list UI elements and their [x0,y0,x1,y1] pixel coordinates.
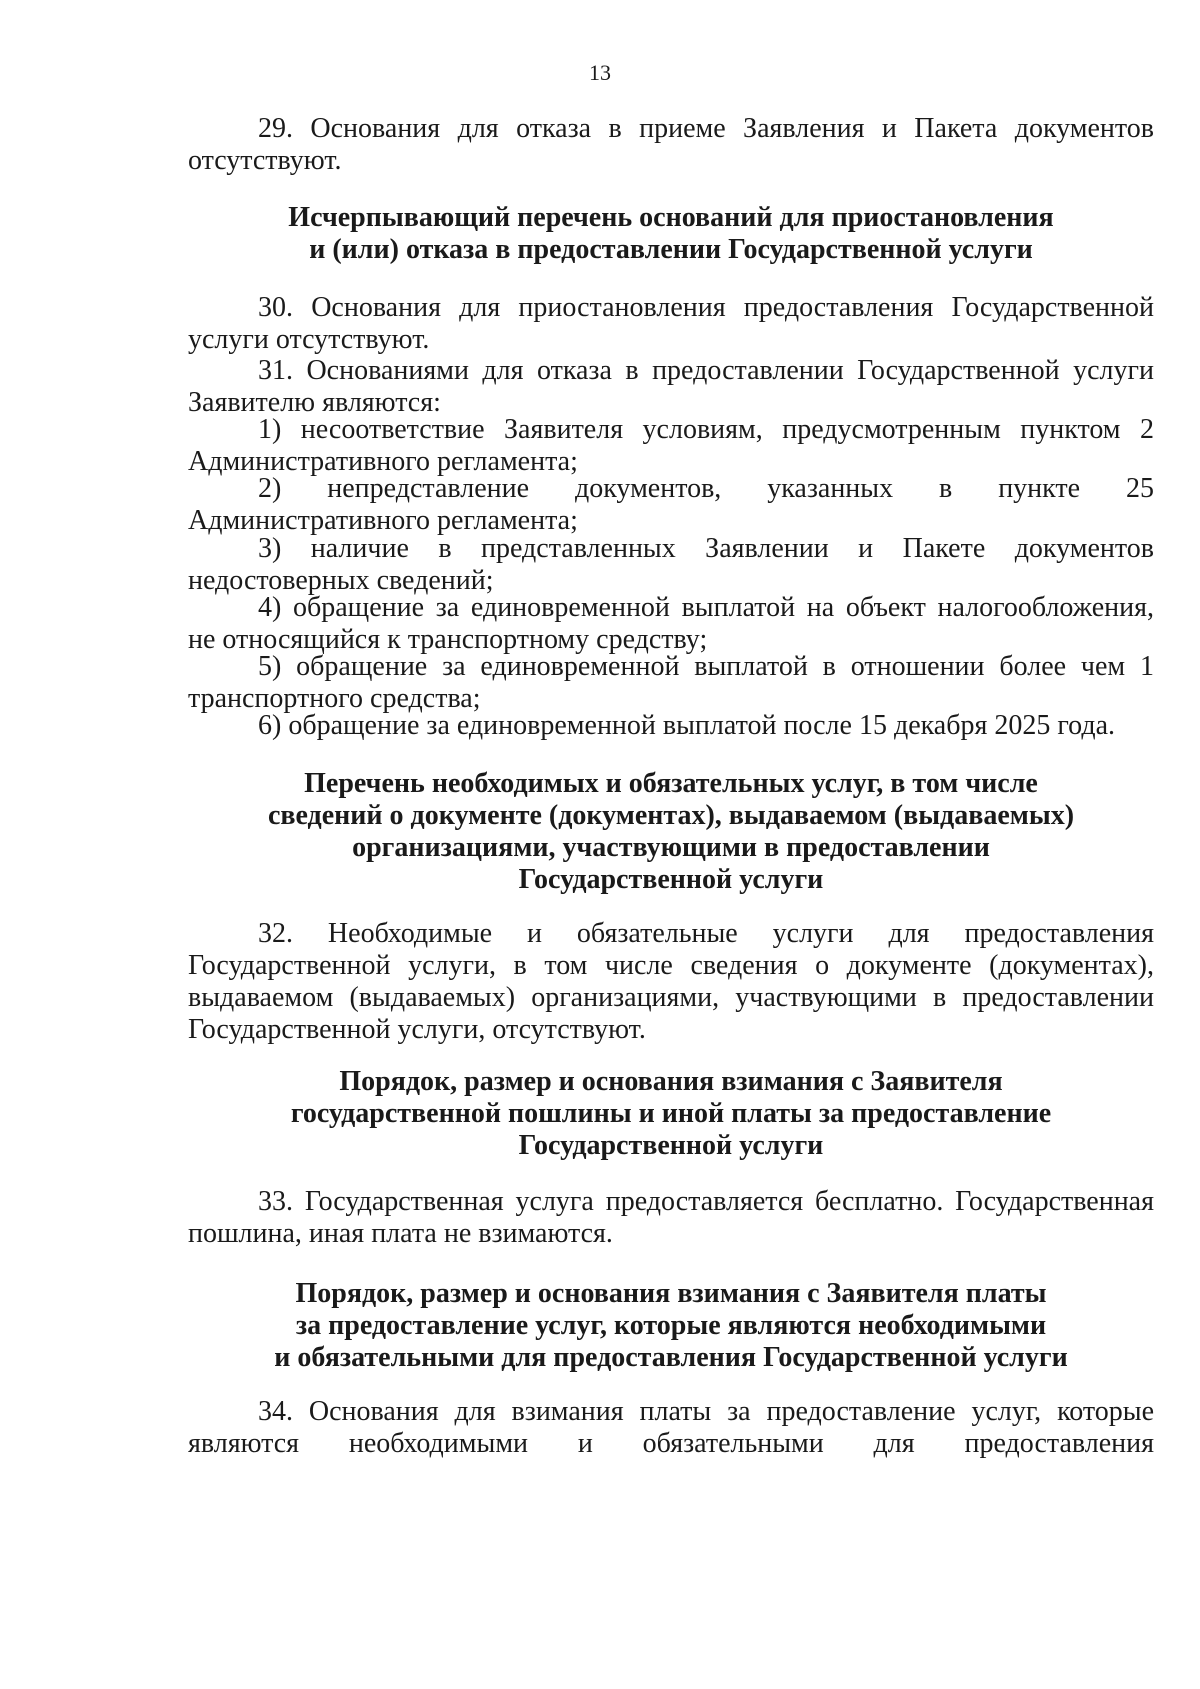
heading-line: организациями, участвующими в предоставлении [352,832,990,863]
list-item-31-1: 1) несоответствие Заявителя условиям, предусмотренным пунктом 2 Административного регламента; [188,414,1154,477]
list-item-31-3: 3) наличие в представленных Заявлении и Пакете документов недостоверных сведений; [188,533,1154,596]
heading-line: и (или) отказа в предоставлении Государственной услуги [309,234,1033,265]
list-item-31-2: 2) непредставление документов, указанных в пункте 25 Административного регламента; [188,473,1154,536]
section-heading-required-services [188,768,1154,896]
list-item-31-4: 4) обращение за единовременной выплатой на объект налогообложения, не относящийся к транспортному средству; [188,592,1154,655]
paragraph-30: 30. Основания для приостановления предоставления Государственной услуги отсутствуют. [188,292,1154,355]
paragraph-34: 34. Основания для взимания платы за предоставление услуг, которые являются необходимыми и обязательными для предоставления [188,1396,1154,1459]
heading-line: Исчерпывающий перечень оснований для приостановления [288,202,1054,233]
paragraph-32: 32. Необходимые и обязательные услуги для предоставления Государственной услуги, в том числе сведения о документе (документах), выдаваемом (выдаваемых) организациями, участвующими в предоставлении Государственной услуги, отсутствуют. [188,918,1154,1045]
paragraph-29: 29. Основания для отказа в приеме Заявления и Пакета документов отсутствуют. [188,113,1154,176]
section-heading-service-fee [188,1278,1154,1374]
section-heading-grounds-for-refusal [188,202,1154,266]
heading-line: и обязательными для предоставления Государственной услуги [274,1342,1068,1373]
paragraph-33: 33. Государственная услуга предоставляется бесплатно. Государственная пошлина, иная плата не взимаются. [188,1186,1154,1249]
page-number: 13 [589,60,611,85]
section-heading-state-fee [188,1066,1154,1162]
list-item-31-6: 6) обращение за единовременной выплатой после 15 декабря 2025 года. [258,710,1116,741]
paragraph-31: 31. Основаниями для отказа в предоставлении Государственной услуги Заявителю являются: [188,355,1154,418]
heading-line: Государственной услуги [518,1130,824,1161]
heading-line: Порядок, размер и основания взимания с Заявителя [339,1066,1003,1097]
heading-line: сведений о документе (документах), выдаваемом (выдаваемых) [267,800,1075,831]
heading-line: Государственной услуги [518,864,824,895]
heading-line: Порядок, размер и основания взимания с Заявителя платы [295,1278,1047,1309]
heading-line: государственной пошлины и иной платы за предоставление [290,1098,1052,1129]
list-item-31-5: 5) обращение за единовременной выплатой в отношении более чем 1 транспортного средства; [188,651,1154,714]
heading-line: за предоставление услуг, которые являются необходимыми [295,1310,1047,1341]
heading-line: Перечень необходимых и обязательных услуг, в том числе [304,768,1038,799]
